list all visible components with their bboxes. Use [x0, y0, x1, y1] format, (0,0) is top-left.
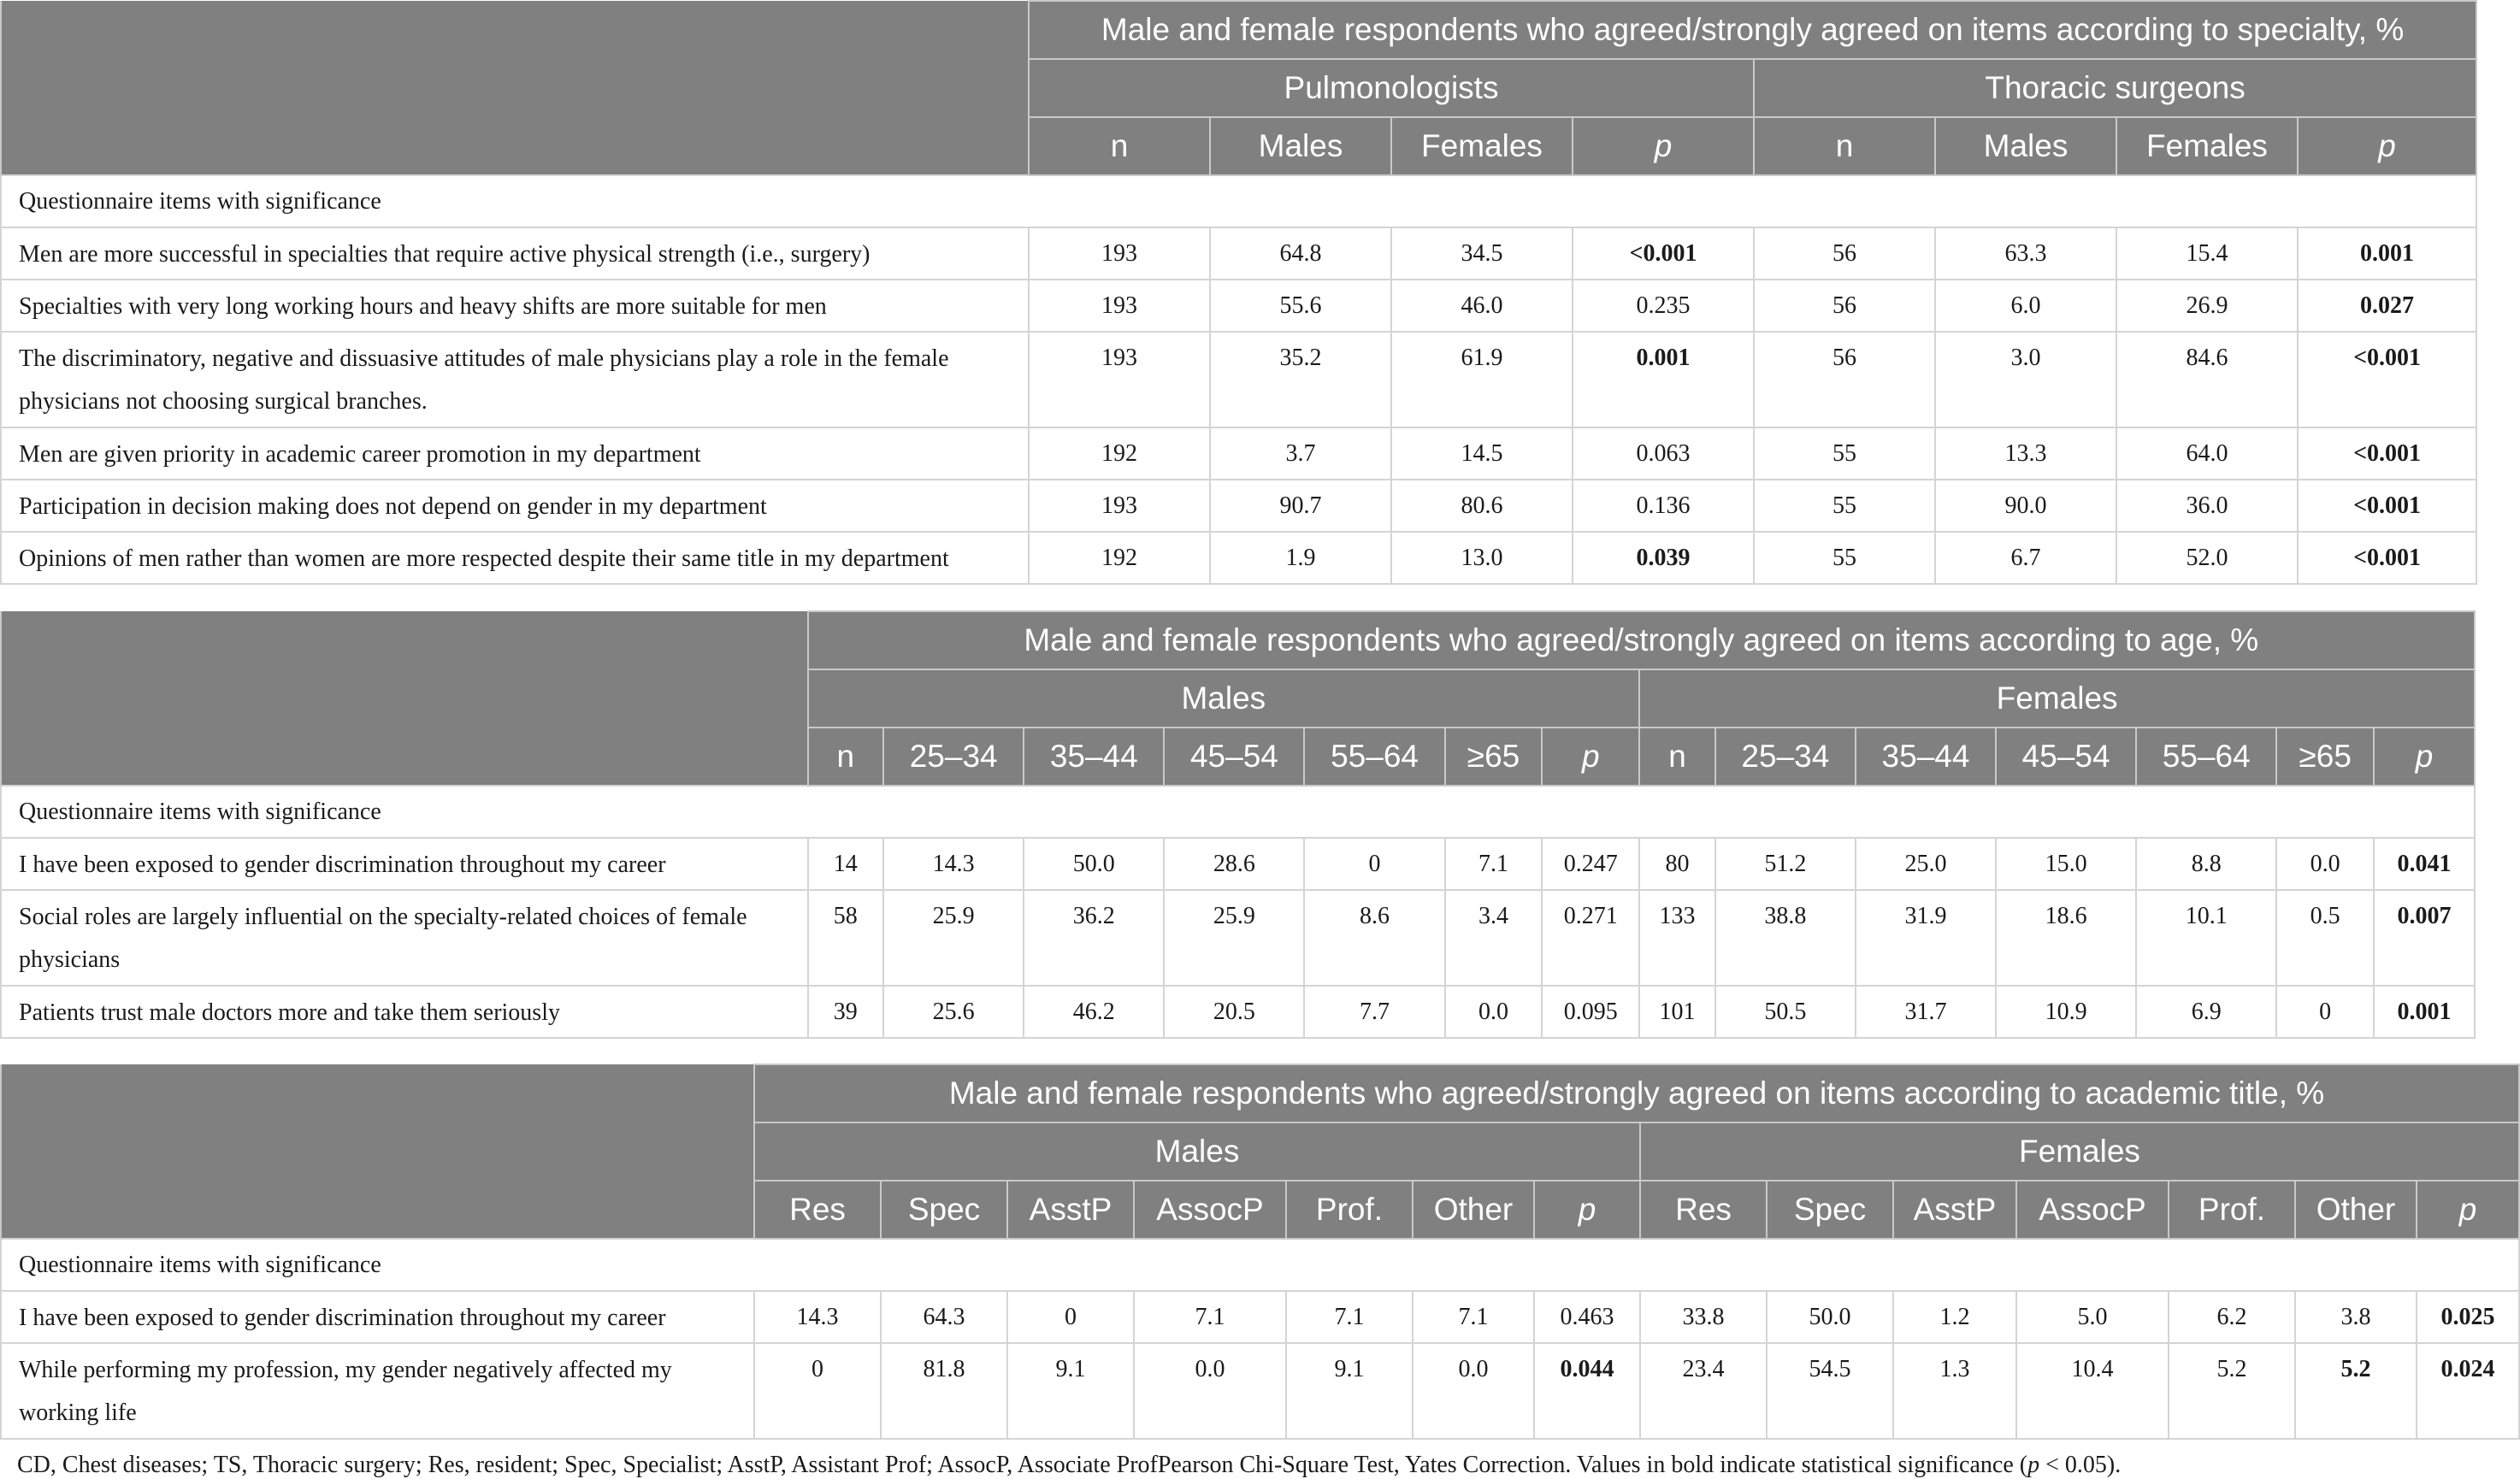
cell: 193: [1029, 280, 1210, 332]
footnote-text: CD, Chest diseases; TS, Thoracic surgery; Res, resident; Spec, Specialist; AsstP, Assistant Prof; AssocP, Associate ProfPearson Chi-Square Test, Yates Correction. Values in bold indicate statistical significance (: [17, 1452, 2028, 1478]
table-row: [1, 532, 2476, 584]
cell: 46.2: [1024, 986, 1164, 1038]
cell: 26.9: [2116, 280, 2298, 332]
cell: 0.024: [2417, 1343, 2519, 1439]
group-header: Males: [808, 669, 1640, 728]
table-row: [1, 1291, 2519, 1343]
cell: 81.8: [881, 1343, 1007, 1439]
column-header: n: [808, 728, 884, 786]
cell: 0.235: [1573, 280, 1754, 332]
cell: 193: [1029, 227, 1210, 280]
cell: 23.4: [1640, 1343, 1767, 1439]
cell: 1.2: [1893, 1291, 2016, 1343]
cell: 0.044: [1534, 1343, 1640, 1439]
column-header: AssocP: [1134, 1181, 1286, 1239]
cell: 3.7: [1210, 427, 1391, 480]
cell: 193: [1029, 480, 1210, 532]
column-header: p: [2298, 117, 2476, 175]
cell: 133: [1639, 890, 1715, 986]
cell: 25.9: [883, 890, 1024, 986]
academic-title-table: [0, 1064, 2520, 1440]
column-header: Females: [2116, 117, 2298, 175]
column-header: p: [2417, 1181, 2519, 1239]
cell: 15.0: [1996, 838, 2136, 890]
cell: 56: [1754, 332, 1935, 427]
cell: 15.4: [2116, 227, 2298, 280]
table-row: [1, 838, 2475, 890]
row-label: I have been exposed to gender discrimination throughout my career: [1, 1291, 754, 1343]
column-header: 35–44: [1856, 728, 1996, 786]
cell: 0: [754, 1343, 881, 1439]
table-corner: [1, 611, 808, 786]
cell: 0.271: [1542, 890, 1639, 986]
cell: 14: [808, 838, 884, 890]
cell: 5.2: [2169, 1343, 2295, 1439]
cell: 7.1: [1134, 1291, 1286, 1343]
cell: <0.001: [2298, 332, 2476, 427]
cell: 0.095: [1542, 986, 1639, 1038]
cell: 56: [1754, 280, 1935, 332]
column-header: Spec: [1767, 1181, 1893, 1239]
cell: 55: [1754, 427, 1935, 480]
row-label: Participation in decision making does not depend on gender in my department: [1, 480, 1029, 532]
cell: 64.0: [2116, 427, 2298, 480]
cell: 193: [1029, 332, 1210, 427]
column-header: n: [1639, 728, 1715, 786]
column-header: p: [1542, 728, 1639, 786]
column-header: Prof.: [2169, 1181, 2295, 1239]
column-header: n: [1754, 117, 1935, 175]
column-header: AsstP: [1893, 1181, 2016, 1239]
cell: 64.3: [881, 1291, 1007, 1343]
cell: 1.9: [1210, 532, 1391, 584]
column-header: Res: [754, 1181, 881, 1239]
cell: 10.1: [2136, 890, 2276, 986]
cell: 101: [1639, 986, 1715, 1038]
section-label: Questionnaire items with significance: [1, 786, 2475, 838]
cell: 55: [1754, 532, 1935, 584]
column-header: p: [2374, 728, 2475, 786]
cell: 6.7: [1935, 532, 2116, 584]
section-label: Questionnaire items with significance: [1, 1239, 2519, 1291]
column-header: AsstP: [1007, 1181, 1134, 1239]
cell: 8.8: [2136, 838, 2276, 890]
column-header: n: [1029, 117, 1210, 175]
cell: 9.1: [1286, 1343, 1413, 1439]
column-header: 35–44: [1024, 728, 1164, 786]
cell: 36.2: [1024, 890, 1164, 986]
row-label: The discriminatory, negative and dissuasive attitudes of male physicians play a role in the female physicians not choosing surgical branches.: [1, 332, 1029, 427]
section-label: Questionnaire items with significance: [1, 175, 2476, 227]
row-label: While performing my profession, my gender negatively affected my working life: [1, 1343, 754, 1439]
row-label: Men are given priority in academic career promotion in my department: [1, 427, 1029, 480]
column-header: Males: [1210, 117, 1391, 175]
cell: 31.9: [1856, 890, 1996, 986]
column-header: AssocP: [2016, 1181, 2169, 1239]
cell: 1.3: [1893, 1343, 2016, 1439]
cell: 28.6: [1164, 838, 1304, 890]
column-header: Prof.: [1286, 1181, 1413, 1239]
group-header: Males: [754, 1123, 1640, 1181]
cell: 0.007: [2374, 890, 2475, 986]
cell: 54.5: [1767, 1343, 1893, 1439]
column-header: p: [1534, 1181, 1640, 1239]
row-label: I have been exposed to gender discrimination throughout my career: [1, 838, 808, 890]
column-header: Spec: [881, 1181, 1007, 1239]
footnote-p-symbol: p: [2027, 1452, 2040, 1478]
cell: 56: [1754, 227, 1935, 280]
cell: 55.6: [1210, 280, 1391, 332]
cell: 5.2: [2295, 1343, 2417, 1439]
cell: 7.1: [1445, 838, 1543, 890]
cell: 7.7: [1304, 986, 1444, 1038]
row-label: Patients trust male doctors more and take them seriously: [1, 986, 808, 1038]
table-row: [1, 890, 2475, 986]
cell: 50.5: [1715, 986, 1856, 1038]
column-header: 55–64: [1304, 728, 1444, 786]
cell: 80.6: [1391, 480, 1573, 532]
cell: 38.8: [1715, 890, 1856, 986]
cell: 84.6: [2116, 332, 2298, 427]
cell: 25.6: [883, 986, 1024, 1038]
cell: 90.0: [1935, 480, 2116, 532]
cell: 5.0: [2016, 1291, 2169, 1343]
table-row: [1, 280, 2476, 332]
cell: <0.001: [2298, 427, 2476, 480]
column-header: 45–54: [1996, 728, 2136, 786]
cell: 8.6: [1304, 890, 1444, 986]
cell: 51.2: [1715, 838, 1856, 890]
column-header: p: [1573, 117, 1754, 175]
cell: 9.1: [1007, 1343, 1134, 1439]
group-header: Pulmonologists: [1029, 59, 1754, 117]
cell: 6.9: [2136, 986, 2276, 1038]
cell: 25.9: [1164, 890, 1304, 986]
cell: 50.0: [1024, 838, 1164, 890]
cell: <0.001: [1573, 227, 1754, 280]
group-header: Females: [1640, 1123, 2519, 1181]
cell: 90.7: [1210, 480, 1391, 532]
row-label: Men are more successful in specialties that require active physical strength (i.e., surgery): [1, 227, 1029, 280]
cell: 7.1: [1413, 1291, 1534, 1343]
cell: 0.041: [2374, 838, 2475, 890]
cell: 0.0: [1413, 1343, 1534, 1439]
cell: 0.0: [2276, 838, 2374, 890]
table-row: [1, 227, 2476, 280]
cell: <0.001: [2298, 532, 2476, 584]
column-header: ≥65: [2276, 728, 2374, 786]
column-header: Other: [1413, 1181, 1534, 1239]
group-header: Thoracic surgeons: [1754, 59, 2476, 117]
cell: 10.9: [1996, 986, 2136, 1038]
cell: 0.5: [2276, 890, 2374, 986]
cell: 6.2: [2169, 1291, 2295, 1343]
column-header: Res: [1640, 1181, 1767, 1239]
age-table: [0, 610, 2476, 1039]
group-header: Females: [1639, 669, 2475, 728]
cell: 192: [1029, 532, 1210, 584]
cell: 50.0: [1767, 1291, 1893, 1343]
cell: 36.0: [2116, 480, 2298, 532]
column-header: Other: [2295, 1181, 2417, 1239]
table-row: [1, 332, 2476, 427]
cell: 33.8: [1640, 1291, 1767, 1343]
cell: 34.5: [1391, 227, 1573, 280]
cell: 0.039: [1573, 532, 1754, 584]
table-corner: [1, 1, 1029, 175]
column-header: ≥65: [1445, 728, 1543, 786]
table-row: [1, 986, 2475, 1038]
table-row: [1, 1343, 2519, 1439]
cell: 0.136: [1573, 480, 1754, 532]
column-header: 55–64: [2136, 728, 2276, 786]
cell: 3.4: [1445, 890, 1543, 986]
cell: 20.5: [1164, 986, 1304, 1038]
cell: 0.001: [2374, 986, 2475, 1038]
cell: 31.7: [1856, 986, 1996, 1038]
cell: 10.4: [2016, 1343, 2169, 1439]
cell: 25.0: [1856, 838, 1996, 890]
cell: 192: [1029, 427, 1210, 480]
cell: 55: [1754, 480, 1935, 532]
cell: 0.063: [1573, 427, 1754, 480]
cell: 0.001: [2298, 227, 2476, 280]
cell: 14.3: [754, 1291, 881, 1343]
row-label: Social roles are largely influential on the specialty-related choices of female physicians: [1, 890, 808, 986]
cell: 0.025: [2417, 1291, 2519, 1343]
cell: 3.0: [1935, 332, 2116, 427]
table-title: Male and female respondents who agreed/strongly agreed on items according to specialty, %: [1029, 1, 2476, 59]
cell: 80: [1639, 838, 1715, 890]
table-title: Male and female respondents who agreed/strongly agreed on items according to age, %: [808, 611, 2476, 669]
table-row: [1, 427, 2476, 480]
cell: 14.3: [883, 838, 1024, 890]
cell: 13.0: [1391, 532, 1573, 584]
column-header: Males: [1935, 117, 2116, 175]
cell: 0: [2276, 986, 2374, 1038]
cell: 0: [1304, 838, 1444, 890]
cell: 13.3: [1935, 427, 2116, 480]
cell: 6.0: [1935, 280, 2116, 332]
cell: 0.0: [1134, 1343, 1286, 1439]
specialty-table: [0, 0, 2477, 585]
cell: 0.027: [2298, 280, 2476, 332]
table-title: Male and female respondents who agreed/strongly agreed on items according to academic title, %: [754, 1064, 2519, 1123]
cell: 18.6: [1996, 890, 2136, 986]
row-label: Specialties with very long working hours and heavy shifts are more suitable for men: [1, 280, 1029, 332]
cell: 58: [808, 890, 884, 986]
cell: 3.8: [2295, 1291, 2417, 1343]
footnote-tail: < 0.05).: [2039, 1452, 2122, 1478]
cell: 0: [1007, 1291, 1134, 1343]
column-header: 45–54: [1164, 728, 1304, 786]
cell: 35.2: [1210, 332, 1391, 427]
cell: 61.9: [1391, 332, 1573, 427]
cell: 7.1: [1286, 1291, 1413, 1343]
cell: 52.0: [2116, 532, 2298, 584]
cell: <0.001: [2298, 480, 2476, 532]
row-label: Opinions of men rather than women are more respected despite their same title in my department: [1, 532, 1029, 584]
cell: 0.247: [1542, 838, 1639, 890]
cell: 64.8: [1210, 227, 1391, 280]
column-header: Females: [1391, 117, 1573, 175]
cell: 0.001: [1573, 332, 1754, 427]
column-header: 25–34: [883, 728, 1024, 786]
cell: 46.0: [1391, 280, 1573, 332]
cell: 63.3: [1935, 227, 2116, 280]
table-corner: [1, 1064, 754, 1239]
table-row: [1, 480, 2476, 532]
cell: 14.5: [1391, 427, 1573, 480]
cell: 39: [808, 986, 884, 1038]
column-header: 25–34: [1715, 728, 1856, 786]
cell: 0.0: [1445, 986, 1543, 1038]
table-footnote: [17, 1452, 2121, 1479]
cell: 0.463: [1534, 1291, 1640, 1343]
